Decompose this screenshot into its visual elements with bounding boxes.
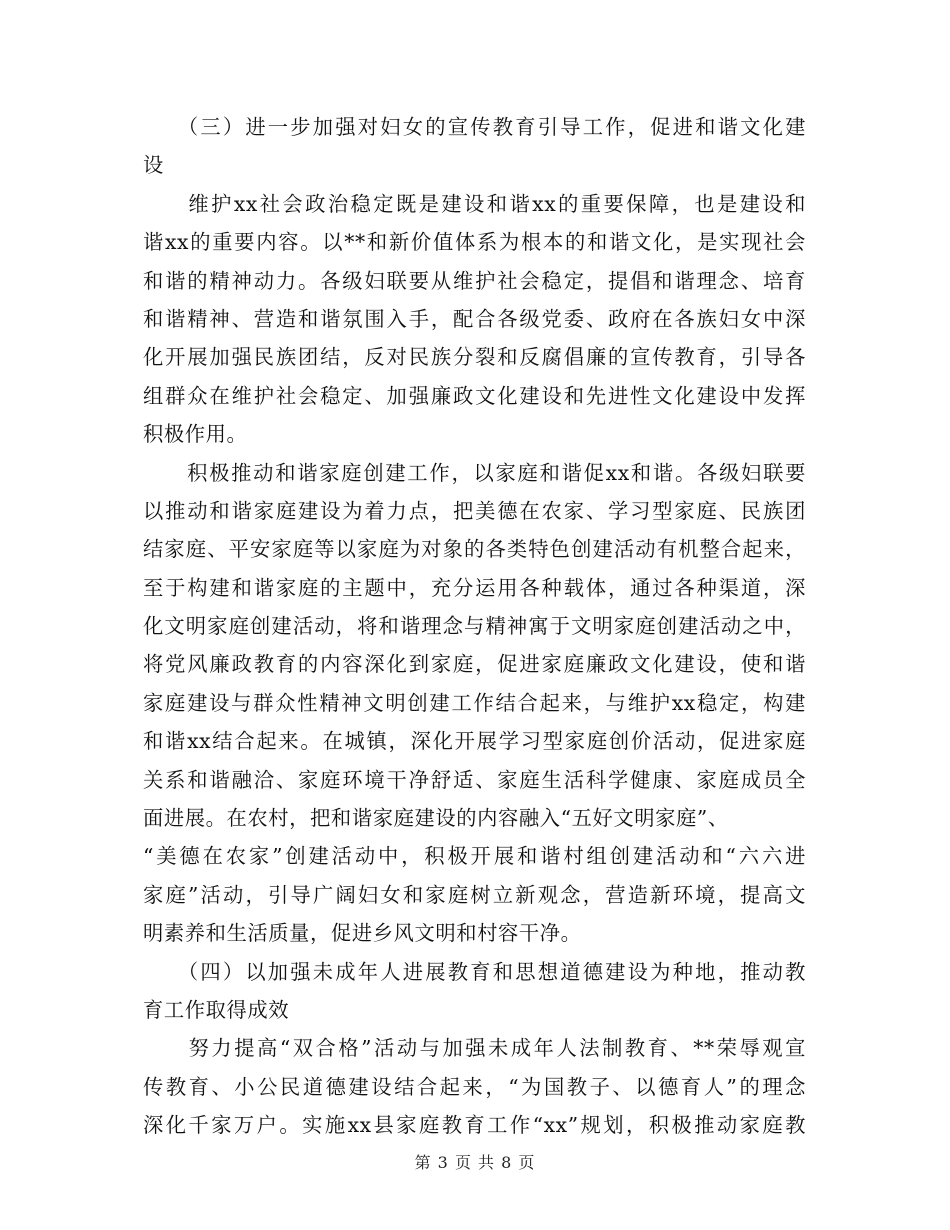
page-footer <box>0 1150 950 1173</box>
text-line: 明素养和生活质量，促进乡风文明和村容干净。 <box>143 921 582 946</box>
text-line: 和谐xx结合起来。在城镇，深化开展学习型家庭创价活动，促进家庭 <box>143 729 806 754</box>
text-line: （四）以加强未成年人进展教育和思想道德建设为种地，推动教 <box>143 959 806 984</box>
text-line: 结家庭、平安家庭等以家庭为对象的各类特色创建活动有机整合起来， <box>143 537 806 562</box>
text-line: 以推动和谐家庭建设为着力点，把美德在农家、学习型家庭、民族团 <box>143 498 806 523</box>
text-line: 至于构建和谐家庭的主题中，充分运用各种载体，通过各种渠道，深 <box>143 575 806 600</box>
document-body <box>143 108 806 1145</box>
text-line: 深化千家万户。实施xx县家庭教育工作“xx”规划，积极推动家庭教 <box>143 1113 806 1138</box>
text-line: 谐xx的重要内容。以**和新价值体系为根本的和谐文化，是实现社会 <box>143 230 806 255</box>
text-line: 将党风廉政教育的内容深化到家庭，促进家庭廉政文化建设，使和谐 <box>143 652 806 677</box>
text-line: 维护xx社会政治稳定既是建设和谐xx的重要保障，也是建设和 <box>143 191 806 216</box>
text-line: 化文明家庭创建活动，将和谐理念与精神寓于文明家庭创建活动之中， <box>143 614 806 639</box>
text-line: 关系和谐融洽、家庭环境干净舒适、家庭生活科学健康、家庭成员全 <box>143 767 806 792</box>
text-line: 积极推动和谐家庭创建工作，以家庭和谐促xx和谐。各级妇联要 <box>143 460 806 485</box>
text-line: 家庭建设与群众性精神文明创建工作结合起来，与维护xx稳定，构建 <box>143 690 806 715</box>
text-line: 育工作取得成效 <box>143 997 290 1022</box>
text-line: 组群众在维护社会稳定、加强廉政文化建设和先进性文化建设中发挥 <box>143 383 806 408</box>
text-line: 积极作用。 <box>143 422 248 447</box>
text-line: “美德在农家”创建活动中，积极开展和谐村组创建活动和“六六进 <box>143 844 806 869</box>
page-number-label: 第 3 页 共 8 页 <box>414 1153 536 1172</box>
text-line: 面进展。在农村，把和谐家庭建设的内容融入“五好文明家庭”、 <box>143 806 729 831</box>
text-line: 和谐的精神动力。各级妇联要从维护社会稳定，提倡和谐理念、培育 <box>143 268 806 293</box>
text-line: 化开展加强民族团结，反对民族分裂和反腐倡廉的宣传教育，引导各 <box>143 345 806 370</box>
text-line: 传教育、小公民道德建设结合起来，“为国教子、以德育人”的理念 <box>143 1074 806 1099</box>
text-line: （三）进一步加强对妇女的宣传教育引导工作，促进和谐文化建 <box>143 115 806 139</box>
text-line: 和谐精神、营造和谐氛围入手，配合各级党委、政府在各族妇女中深 <box>143 306 806 331</box>
text-line: 设 <box>143 153 164 178</box>
text-line: 家庭”活动，引导广阔妇女和家庭树立新观念，营造新环境，提高文 <box>143 882 806 907</box>
text-line: 努力提高“双合格”活动与加强未成年人法制教育、**荣辱观宣 <box>143 1036 806 1061</box>
